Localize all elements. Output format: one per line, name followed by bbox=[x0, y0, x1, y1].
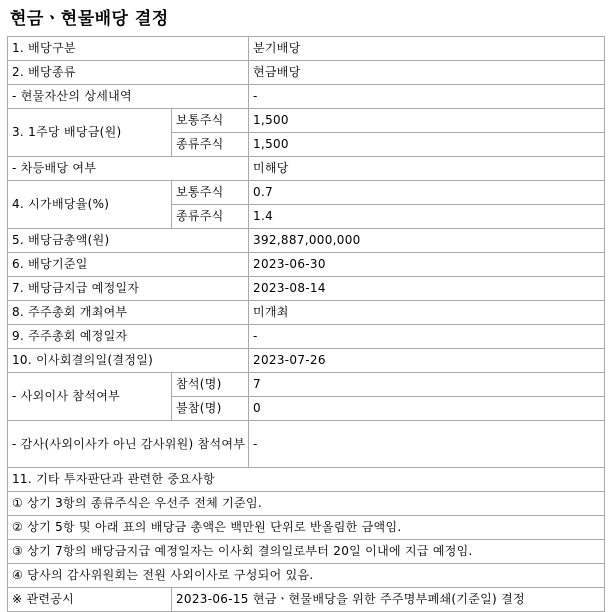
sub-label-preferred-stock: 종류주식 bbox=[172, 205, 249, 229]
table-row bbox=[8, 540, 605, 564]
related-disclosure-link[interactable]: 2023-06-15 현금ㆍ현물배당을 위한 주주명부폐쇄(기준일) 결정 bbox=[172, 588, 605, 612]
table-row bbox=[8, 37, 605, 61]
table-row bbox=[8, 85, 605, 109]
row-label-dividend-yield: 4. 시가배당율(%) bbox=[8, 181, 172, 229]
table-row bbox=[8, 421, 605, 468]
section-heading-other-matters: 11. 기타 투자판단과 관련한 중요사항 bbox=[8, 468, 605, 492]
table-row bbox=[8, 492, 605, 516]
note-item: ① 상기 3항의 종류주식은 우선주 전체 기준임. bbox=[8, 492, 605, 516]
row-label-payment-date: 7. 배당금지급 예정일자 bbox=[8, 277, 249, 301]
table-row bbox=[8, 229, 605, 253]
dividend-decision-table bbox=[7, 36, 605, 612]
row-value-payment-date: 2023-08-14 bbox=[249, 277, 605, 301]
table-row bbox=[8, 157, 605, 181]
row-label-agm-held: 8. 주주총회 개최여부 bbox=[8, 301, 249, 325]
table-row bbox=[8, 588, 605, 612]
table-row bbox=[8, 373, 605, 397]
value-yield-common: 0.7 bbox=[249, 181, 605, 205]
row-value-agm-held: 미개최 bbox=[249, 301, 605, 325]
note-item: ③ 상기 7항의 배당금지급 예정일자는 이사회 결의일로부터 20일 이내에 지급 예정임. bbox=[8, 540, 605, 564]
value-yield-preferred: 1.4 bbox=[249, 205, 605, 229]
row-label-dividend-kind: 2. 배당종류 bbox=[8, 61, 249, 85]
row-value-record-date: 2023-06-30 bbox=[249, 253, 605, 277]
table-row bbox=[8, 516, 605, 540]
row-value-dividend-kind: 현금배당 bbox=[249, 61, 605, 85]
row-label-in-kind-details: - 현물자산의 상세내역 bbox=[8, 85, 249, 109]
row-label-dividend-type: 1. 배당구분 bbox=[8, 37, 249, 61]
row-label-agm-date: 9. 주주총회 예정일자 bbox=[8, 325, 249, 349]
row-label-differential-dividend: - 차등배당 여부 bbox=[8, 157, 249, 181]
table-row bbox=[8, 181, 605, 205]
value-dps-preferred: 1,500 bbox=[249, 133, 605, 157]
page-title: 현금ㆍ현물배당 결정 bbox=[10, 9, 169, 29]
row-value-total-dividend: 392,887,000,000 bbox=[249, 229, 605, 253]
note-item: ② 상기 5항 및 아래 표의 배당금 총액은 백만원 단위로 반올림한 금액임. bbox=[8, 516, 605, 540]
row-value-dividend-type: 분기배당 bbox=[249, 37, 605, 61]
table-row bbox=[8, 564, 605, 588]
value-present-count: 7 bbox=[249, 373, 605, 397]
sub-label-common-stock: 보통주식 bbox=[172, 109, 249, 133]
row-label-total-dividend: 5. 배당금총액(원) bbox=[8, 229, 249, 253]
sub-label-common-stock: 보통주식 bbox=[172, 181, 249, 205]
table-row bbox=[8, 253, 605, 277]
row-label-outside-directors: - 사외이사 참석여부 bbox=[8, 373, 172, 421]
value-absent-count: 0 bbox=[249, 397, 605, 421]
table-row bbox=[8, 468, 605, 492]
sub-label-preferred-stock: 종류주식 bbox=[172, 133, 249, 157]
row-value-in-kind-details: - bbox=[249, 85, 605, 109]
table-row bbox=[8, 325, 605, 349]
row-value-board-resolution-date: 2023-07-26 bbox=[249, 349, 605, 373]
table-row bbox=[8, 349, 605, 373]
row-label-auditor-attendance: - 감사(사외이사가 아닌 감사위원) 참석여부 bbox=[8, 421, 249, 468]
row-value-differential-dividend: 미해당 bbox=[249, 157, 605, 181]
sub-label-present: 참석(명) bbox=[172, 373, 249, 397]
sub-label-absent: 불참(명) bbox=[172, 397, 249, 421]
row-value-agm-date: - bbox=[249, 325, 605, 349]
row-value-auditor-attendance: - bbox=[249, 421, 605, 468]
value-dps-common: 1,500 bbox=[249, 109, 605, 133]
table-row bbox=[8, 301, 605, 325]
table-row bbox=[8, 61, 605, 85]
row-label-dividend-per-share: 3. 1주당 배당금(원) bbox=[8, 109, 172, 157]
row-label-board-resolution-date: 10. 이사회결의일(결정일) bbox=[8, 349, 249, 373]
table-row bbox=[8, 109, 605, 133]
note-item: ④ 당사의 감사위원회는 전원 사외이사로 구성되어 있음. bbox=[8, 564, 605, 588]
row-label-record-date: 6. 배당기준일 bbox=[8, 253, 249, 277]
table-row bbox=[8, 277, 605, 301]
related-disclosure-label: ※ 관련공시 bbox=[8, 588, 172, 612]
